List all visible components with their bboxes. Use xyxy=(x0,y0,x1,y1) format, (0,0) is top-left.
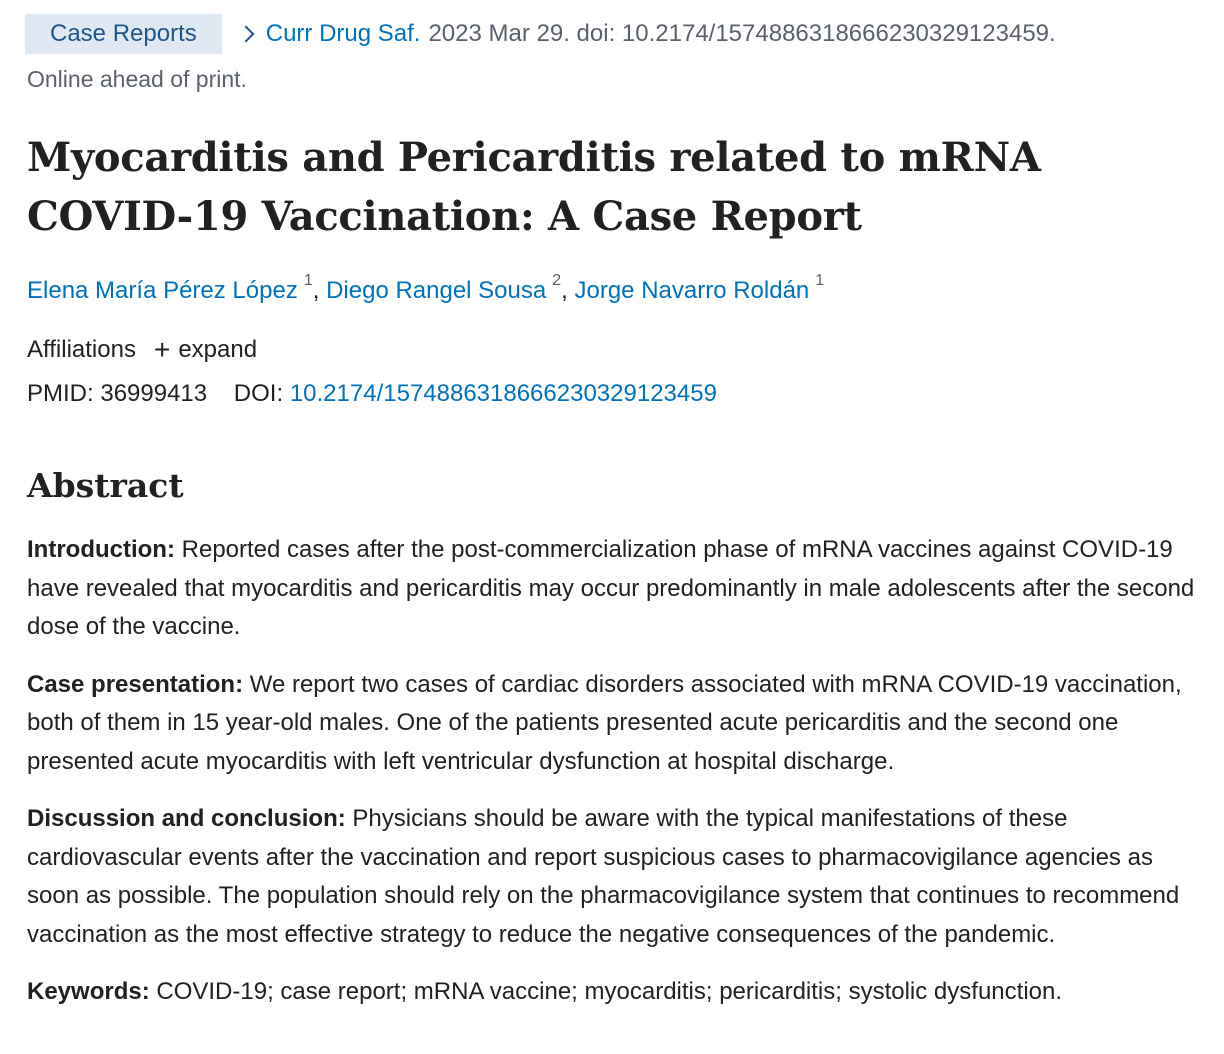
abstract-heading: Abstract xyxy=(27,466,184,505)
section-text: We report two cases of cardiac disorders associated with mRNA COVID-19 vaccination, both of them in 15 year-old males. One of the patients presented acute pericarditis and the second one presented acute myocarditis with left ventricular dysfunction at hospital discharge. xyxy=(27,670,1182,775)
expand-label: expand xyxy=(178,336,258,363)
section-label: Case presentation: xyxy=(27,670,244,698)
citation-text: 2023 Mar 29. doi: 10.2174/1574886318666230329123459. xyxy=(428,20,1056,47)
section-label: Introduction: xyxy=(27,536,175,563)
doi-label: DOI: xyxy=(233,380,284,407)
affiliations-row xyxy=(27,336,257,364)
keywords xyxy=(27,973,1202,1012)
author-link[interactable]: Diego Rangel Sousa xyxy=(326,277,547,304)
pmid-label: PMID: xyxy=(27,380,94,407)
keywords-label: Keywords: xyxy=(27,978,150,1005)
author-link[interactable]: Elena María Pérez López xyxy=(27,277,298,304)
abstract-body xyxy=(27,531,1202,1031)
affiliation-number[interactable]: 1 xyxy=(303,272,313,289)
identifiers xyxy=(27,380,717,408)
author-list: Elena María Pérez López $^1$, Diego Rangel Sousa $^2$, Jorge Navarro Roldán $^1$ xyxy=(27,272,825,304)
abstract-section-introduction xyxy=(27,531,1202,647)
doi-link[interactable]: 10.2174/1574886318666230329123459 xyxy=(289,380,717,407)
expand-affiliations-button[interactable] xyxy=(154,336,257,364)
affiliation-number[interactable]: 1 xyxy=(815,272,825,289)
affiliation-number[interactable]: 2 xyxy=(552,272,562,289)
keywords-text: COVID-19; case report; mRNA vaccine; myocarditis; pericarditis; systolic dysfunction. xyxy=(149,978,1063,1005)
publication-status: Online ahead of print. xyxy=(27,66,247,92)
journal-link[interactable]: Curr Drug Saf. xyxy=(265,20,421,47)
chevron-right-icon xyxy=(237,26,254,43)
abstract-section-case-presentation xyxy=(27,666,1202,782)
section-text: Physicians should be aware with the typical manifestations of these cardiovascular events after the vaccination and report suspicious cases to pharmacovigilance agencies as soon as possible. The population should rely on the pharmacovigilance system that continues to recommend vaccination as the most effective strategy to reduce the negative consequences of the pandemic. xyxy=(27,805,1180,948)
citation-line xyxy=(25,14,1056,54)
article-type-badge[interactable]: Case Reports xyxy=(25,14,222,54)
affiliations-label: Affiliations xyxy=(27,336,136,363)
section-text: Reported cases after the post-commercialization phase of mRNA vaccines against COVID-19 have revealed that myocarditis and pericarditis may occur predominantly in male adolescents after the second dose of the vaccine. xyxy=(27,536,1195,640)
section-label: Discussion and conclusion: xyxy=(27,805,346,832)
article-title: Myocarditis and Pericarditis related to mRNA COVID-19 Vaccination: A Case Report xyxy=(27,134,1041,240)
abstract-section-discussion xyxy=(27,800,1202,954)
author-link[interactable]: Jorge Navarro Roldán xyxy=(574,277,810,304)
plus-icon: + xyxy=(153,334,171,365)
pmid-value: 36999413 xyxy=(100,380,208,407)
